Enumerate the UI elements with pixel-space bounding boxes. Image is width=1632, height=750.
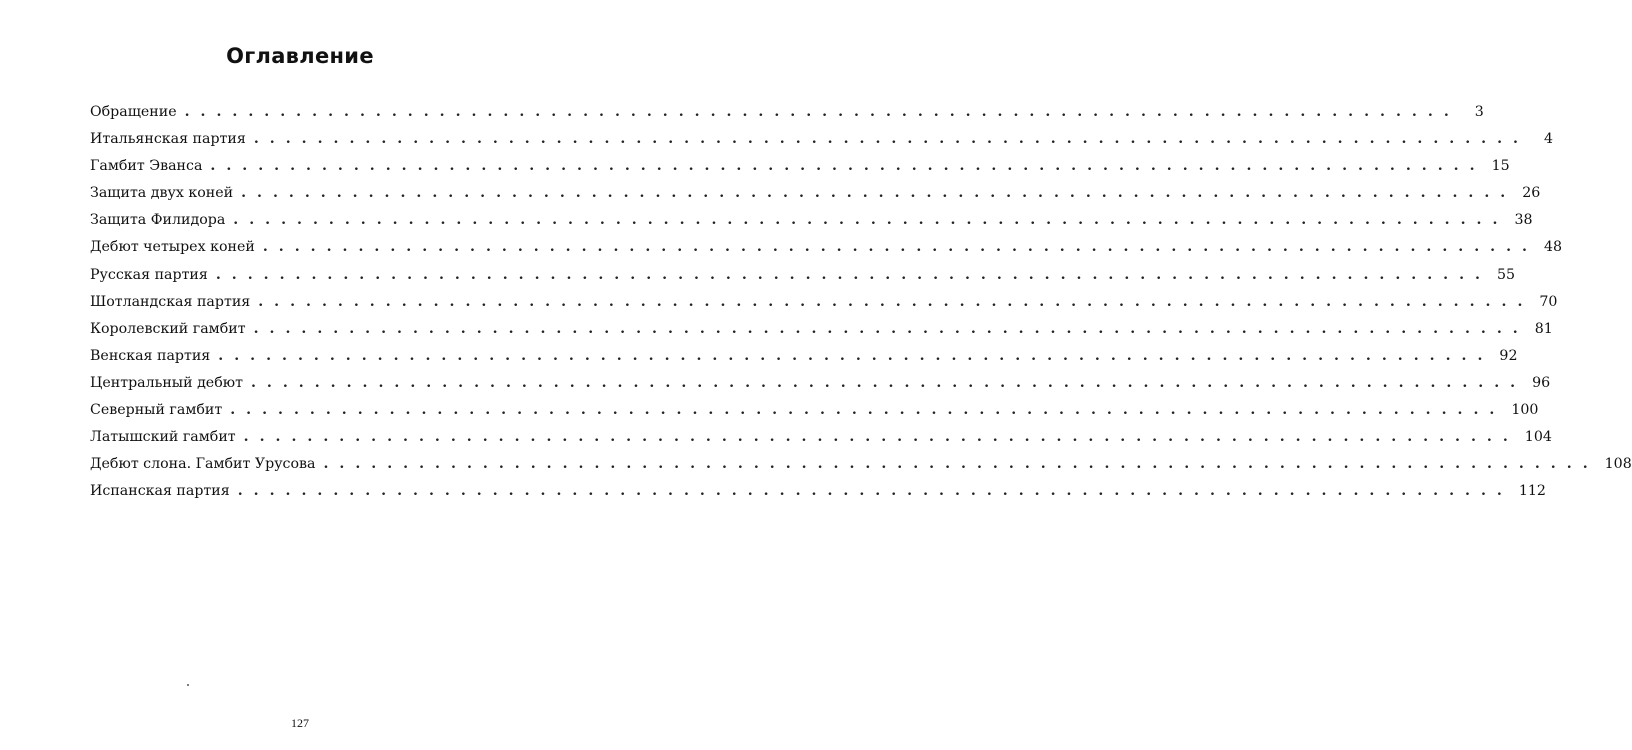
toc-entry[interactable] xyxy=(90,238,1563,265)
toc-entry[interactable] xyxy=(90,293,1558,320)
dot-leader: ................................................................................ xyxy=(184,104,1460,120)
toc-entry[interactable] xyxy=(90,347,1518,374)
toc-entry-title: Защита двух коней xyxy=(90,185,234,202)
toc-entry-page: 15 xyxy=(1491,158,1510,175)
toc-entry[interactable] xyxy=(90,401,1539,428)
table-of-contents xyxy=(90,103,1632,509)
toc-entry[interactable] xyxy=(90,157,1510,184)
toc-entry-title: Венская партия xyxy=(90,347,211,364)
dot-leader: ................................................................................ xyxy=(230,402,1506,419)
toc-entry-page: 108 xyxy=(1604,456,1632,473)
toc-entry-page: 4 xyxy=(1543,131,1553,148)
toc-entry-title: Дебют слона. Гамбит Урусова xyxy=(90,456,316,473)
toc-entry-title: Королевский гамбит xyxy=(90,320,246,337)
dot-leader: ................................................................................ xyxy=(243,429,1519,446)
toc-entry[interactable] xyxy=(90,103,1484,130)
toc-entry-page: 92 xyxy=(1499,347,1518,364)
dot-leader: ................................................................................ xyxy=(250,374,1527,391)
toc-entry-page: 96 xyxy=(1532,374,1551,391)
toc-entry-title: Русская партия xyxy=(90,266,208,283)
toc-entry[interactable] xyxy=(90,455,1632,482)
toc-entry-page: 38 xyxy=(1514,212,1533,229)
toc-entry-title: Северный гамбит xyxy=(90,402,223,419)
dot-leader: ................................................................................ xyxy=(237,483,1513,500)
toc-entry-page: 3 xyxy=(1474,104,1484,120)
dot-leader: ................................................................................ xyxy=(218,347,1494,364)
toc-entry-page: 48 xyxy=(1543,239,1563,256)
dot-leader: ................................................................................ xyxy=(253,320,1529,337)
toc-entry[interactable] xyxy=(90,266,1516,293)
toc-entry-title: Итальянская партия xyxy=(90,131,246,148)
toc-entry[interactable] xyxy=(90,184,1541,211)
toc-entry-title: Испанская партия xyxy=(90,483,230,500)
toc-entry[interactable] xyxy=(90,428,1552,455)
toc-entry-title: Шотландская партия xyxy=(90,293,251,310)
toc-entry-title: Обращение xyxy=(90,104,177,120)
toc-entry[interactable] xyxy=(90,320,1553,347)
dot-leader: ................................................................................ xyxy=(215,266,1491,283)
toc-entry-title: Латышский гамбит xyxy=(90,429,236,446)
toc-entry-page: 104 xyxy=(1524,429,1552,446)
toc-entry-page: 100 xyxy=(1511,402,1539,419)
scan-speck xyxy=(187,684,189,686)
toc-entry-page: 26 xyxy=(1522,185,1541,202)
toc-entry[interactable] xyxy=(90,130,1553,157)
toc-entry-title: Центральный дебют xyxy=(90,374,243,391)
toc-entry-page: 55 xyxy=(1496,266,1516,283)
toc-entry[interactable] xyxy=(90,482,1546,509)
page-title: Оглавление xyxy=(226,44,374,68)
dot-leader: ................................................................................ xyxy=(262,239,1538,256)
dot-leader: ................................................................................ xyxy=(323,456,1599,473)
dot-leader: ................................................................................ xyxy=(258,293,1534,310)
toc-entry[interactable] xyxy=(90,374,1551,401)
toc-entry-title: Гамбит Эванса xyxy=(90,158,203,175)
toc-entry[interactable] xyxy=(90,211,1533,238)
dot-leader: ................................................................................ xyxy=(210,158,1486,175)
toc-entry-page: 112 xyxy=(1518,483,1546,500)
toc-entry-title: Дебют четырех коней xyxy=(90,239,255,256)
dot-leader: ................................................................................ xyxy=(233,212,1509,229)
dot-leader: ................................................................................ xyxy=(253,131,1529,148)
toc-entry-page: 81 xyxy=(1534,320,1553,337)
toc-entry-page: 70 xyxy=(1539,293,1558,310)
page-number: 127 xyxy=(291,716,309,730)
toc-entry-title: Защита Филидора xyxy=(90,212,226,229)
dot-leader: ................................................................................ xyxy=(241,185,1517,202)
